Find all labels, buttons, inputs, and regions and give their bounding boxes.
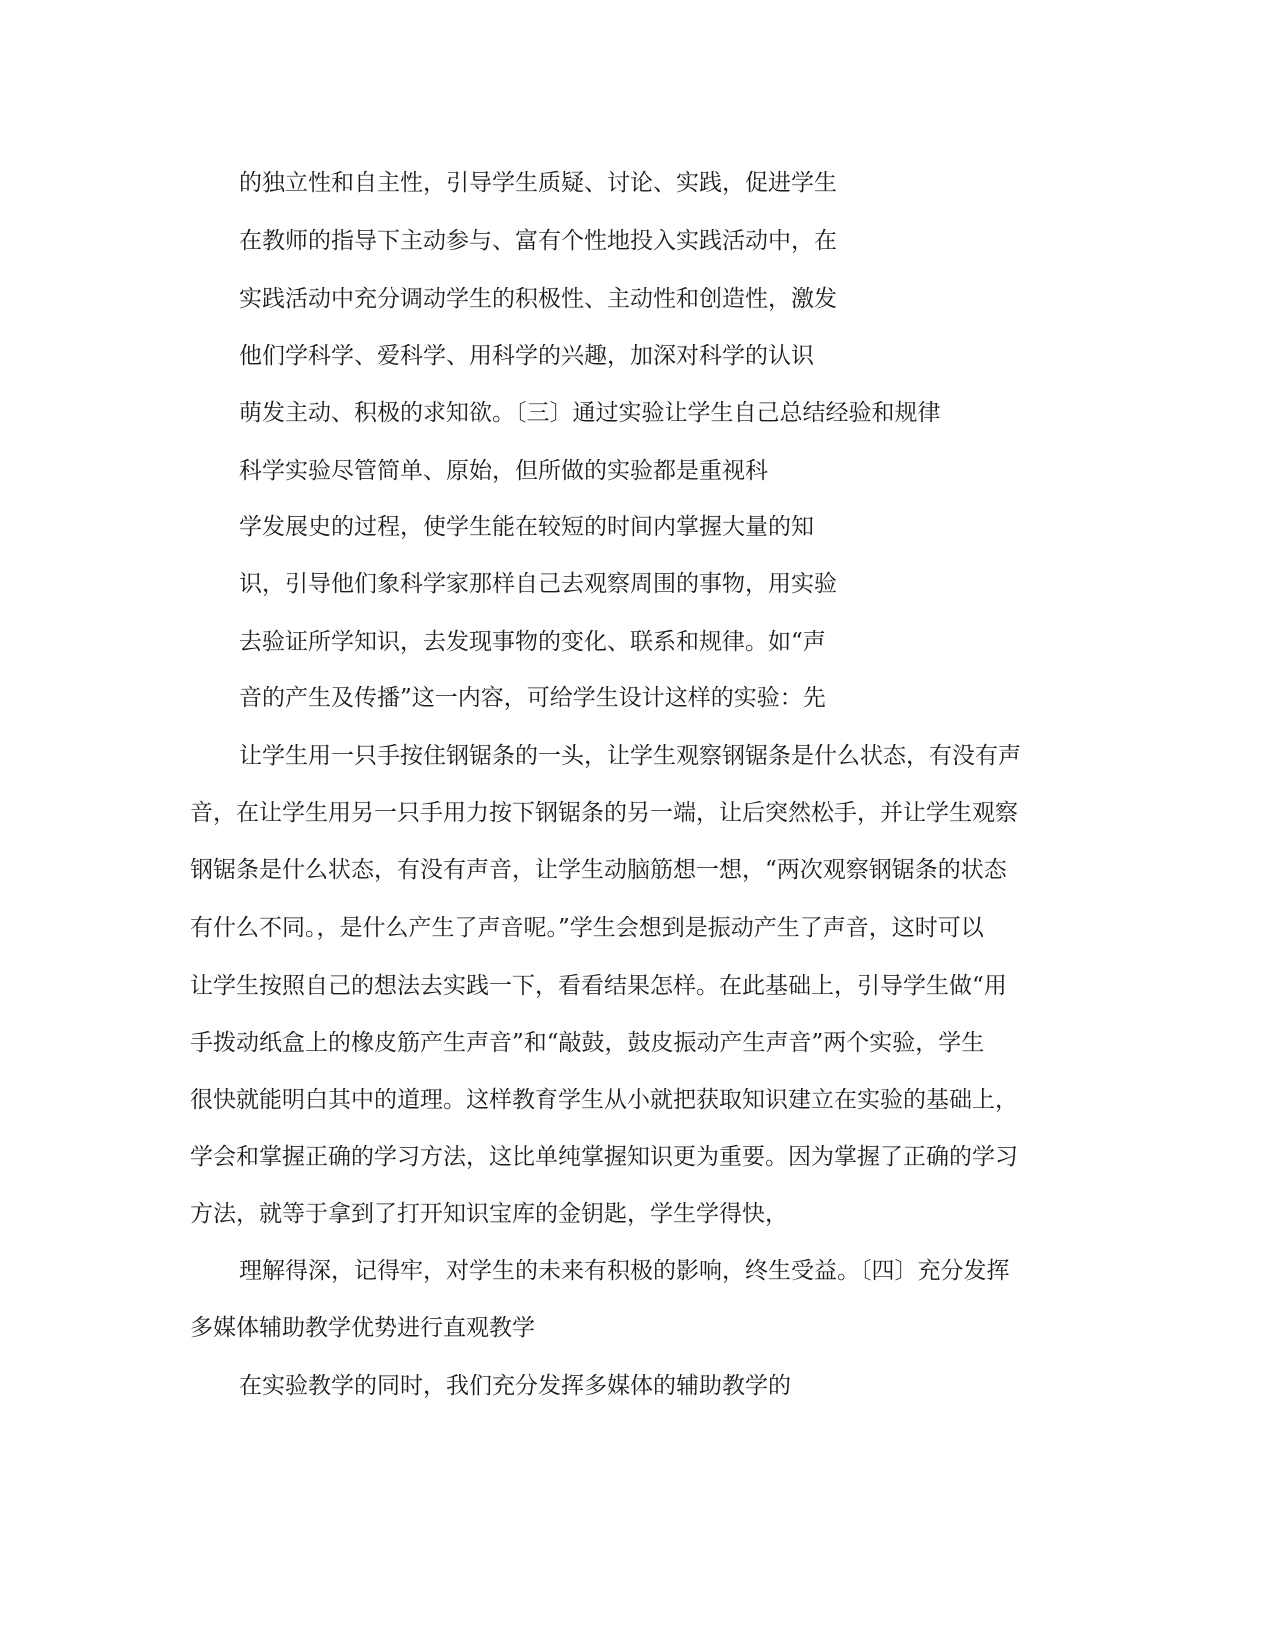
text-line-22: 在实验教学的同时，我们充分发挥多媒体的辅助教学的 [239,1373,791,1399]
text-line-21: 多媒体辅助教学优势进行直观教学 [190,1315,535,1341]
text-line-5: 萌发主动、积极的求知欲。〔三〕通过实验让学生自己总结经验和规律 [239,400,941,426]
text-line-15: 让学生按照自己的想法去实践一下，看看结果怎样。在此基础上，引导学生做“用 [190,973,1007,999]
text-line-17: 很快就能明白其中的道理。这样教育学生从小就把获取知识建立在实验的基础上， [190,1087,1018,1113]
text-line-9: 去验证所学知识，去发现事物的变化、联系和规律。如“声 [239,629,826,655]
text-line-4: 他们学科学、爱科学、用科学的兴趣，加深对科学的认识 [239,343,814,369]
text-line-3: 实践活动中充分调动学生的积极性、主动性和创造性，激发 [239,286,837,312]
text-line-16: 手拨动纸盒上的橡皮筋产生声音”和“敲鼓，鼓皮振动产生声音”两个实验，学生 [190,1030,985,1056]
text-line-10: 音的产生及传播”这一内容，可给学生设计这样的实验：先 [239,685,826,711]
text-line-2: 在教师的指导下主动参与、富有个性地投入实践活动中，在 [239,228,837,254]
text-line-7: 学发展史的过程，使学生能在较短的时间内掌握大量的知 [239,514,814,540]
text-line-6: 科学实验尽管简单、原始，但所做的实验都是重视科 [239,458,768,484]
text-line-11: 让学生用一只手按住钢锯条的一头，让学生观察钢锯条是什么状态，有没有声 [239,743,1021,769]
text-line-8: 识，引导他们象科学家那样自己去观察周围的事物，用实验 [239,571,837,597]
text-line-20: 理解得深，记得牢，对学生的未来有积极的影响，终生受益。〔四〕充分发挥 [239,1258,1010,1284]
text-line-13: 钢锯条是什么状态，有没有声音，让学生动脑筋想一想，“两次观察钢锯条的状态 [190,857,1007,883]
text-line-18: 学会和掌握正确的学习方法，这比单纯掌握知识更为重要。因为掌握了正确的学习 [190,1144,1018,1170]
text-line-19: 方法，就等于拿到了打开知识宝库的金钥匙，学生学得快， [190,1201,788,1227]
text-line-14: 有什么不同。，是什么产生了声音呢。”学生会想到是振动产生了声音，这时可以 [190,915,984,941]
text-line-12: 音，在让学生用另一只手用力按下钢锯条的另一端，让后突然松手，并让学生观察 [190,800,1018,826]
text-line-1: 的独立性和自主性，引导学生质疑、讨论、实践，促进学生 [239,170,837,196]
